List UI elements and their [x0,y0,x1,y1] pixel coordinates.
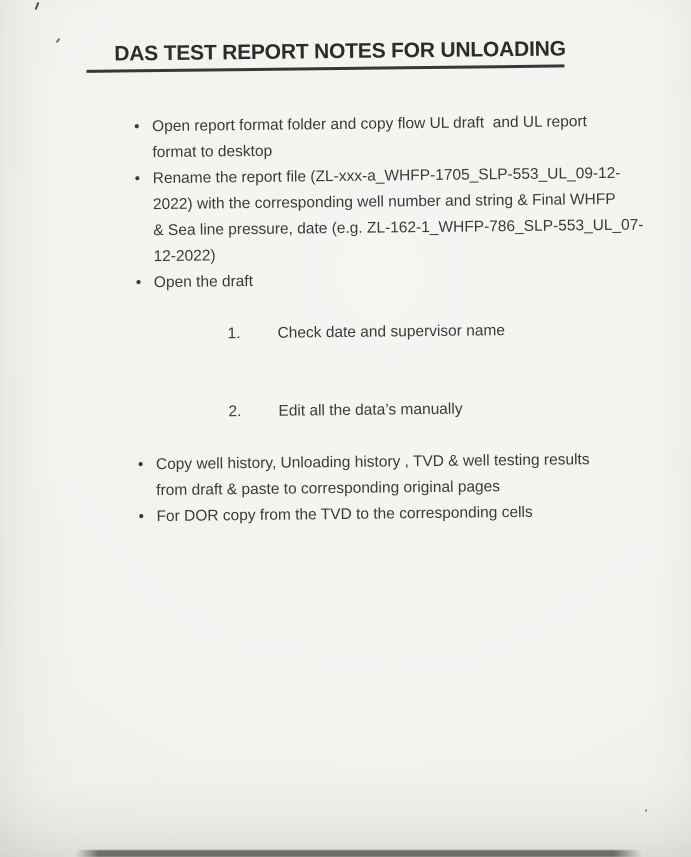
bullet-marker: • [138,508,145,526]
paper-speck [645,809,647,812]
numbered-sub-item-text: Check date and supervisor name [277,322,506,342]
list-item-text: Copy well history, Unloading history , TVD & well testing results [155,451,590,474]
bullet-marker: • [134,118,140,136]
list-item [138,447,649,505]
list-item-text: Open the draft [153,272,254,292]
list-item [138,499,648,531]
list-item-text: format to desktop [152,142,273,162]
paper-bottom-edge-shadow [76,850,642,857]
notes-list [134,109,649,531]
list-item [135,161,646,271]
list-item-text: Open report format folder and copy flow UL draft and UL report [152,113,587,136]
list-item [134,109,645,167]
bullet-marker: • [137,456,144,474]
numbered-sub-item [154,291,647,375]
numbered-sub-item [155,369,648,453]
list-item-text: 12-2022) [153,247,216,266]
number-marker: 1. [227,325,241,343]
title-underline [86,37,564,72]
bullet-marker: • [135,274,142,292]
number-marker: 2. [228,403,242,421]
list-item-text: For DOR copy from the TVD to the corresponding cells [156,503,533,526]
list-item [136,265,648,453]
list-item-text: & Sea line pressure, date (e.g. ZL-162-1_WHFP-786_SLP-553_UL_07- [153,216,644,240]
list-item-text: Rename the report file (ZL-xxx-a_WHFP-1705_SLP-553_UL_09-12- [152,164,621,188]
list-item-text: 2022) with the corresponding well number and string & Final WHFP [152,190,616,214]
list-item-text: from draft & paste to corresponding original pages [156,478,501,500]
page-title: DAS TEST REPORT NOTES FOR UNLOADING [114,37,566,66]
bullet-marker: • [134,170,141,188]
numbered-sub-item-text: Edit all the data’s manually [278,400,463,420]
